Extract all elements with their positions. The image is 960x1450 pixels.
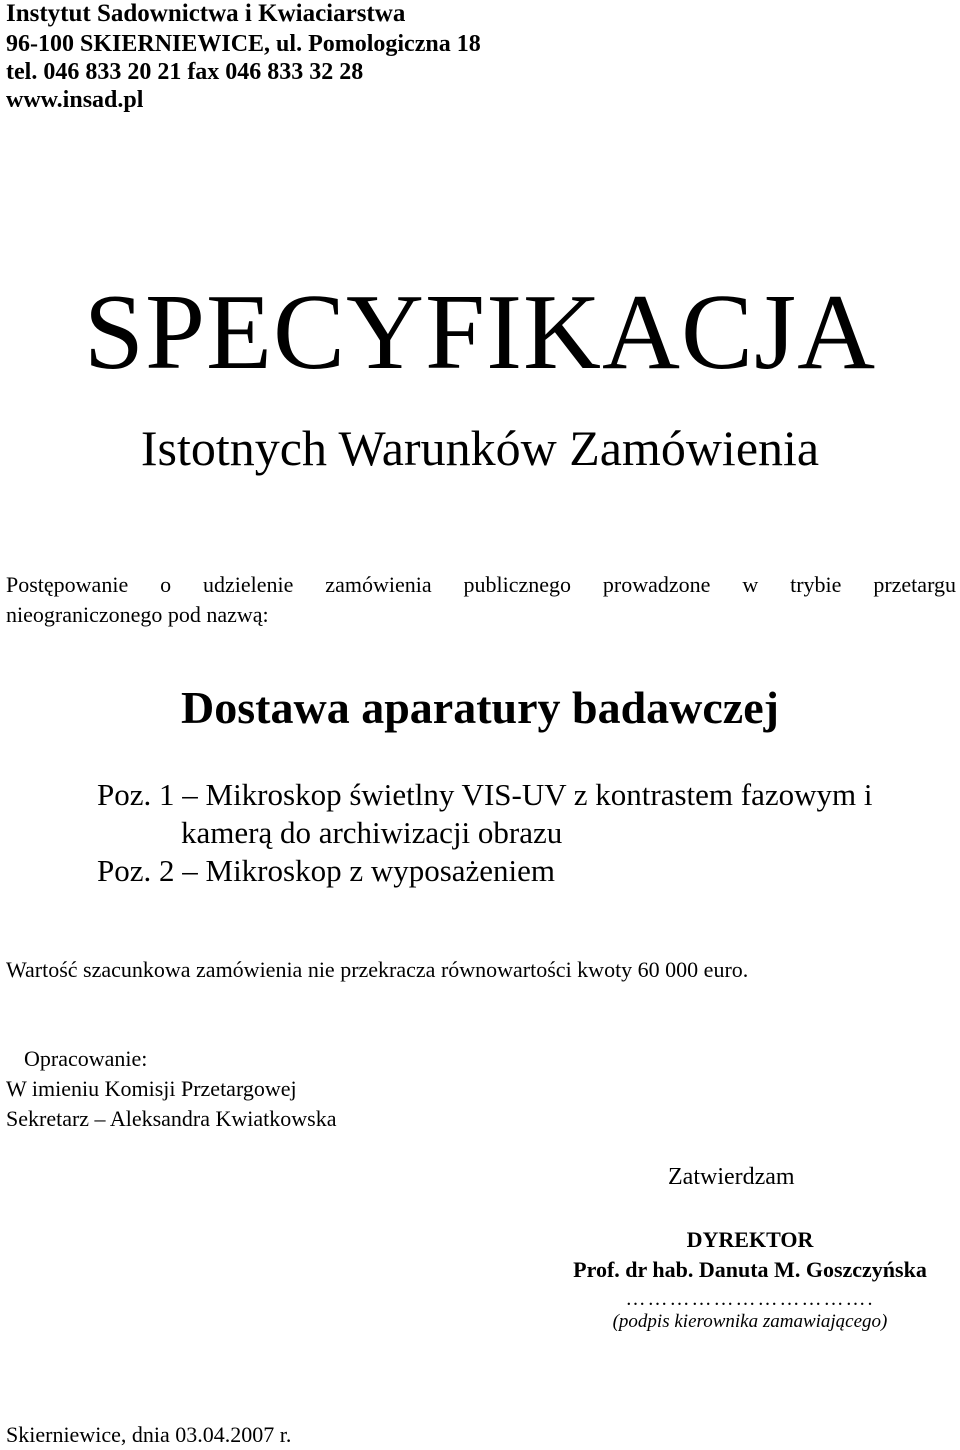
signature-caption: (podpis kierownika zamawiającego)	[612, 1311, 888, 1332]
intro-line-1: Postępowanie o udzielenie zamówienia publicznego prowadzone w trybie przetargu	[6, 572, 956, 597]
position-1-line-1: Poz. 1 – Mikroskop świetlny VIS-UV z kontrastem fazowym i	[97, 777, 873, 812]
institution-phone-fax: tel. 046 833 20 21 fax 046 833 32 28	[6, 59, 364, 85]
intro-paragraph	[6, 570, 956, 630]
document-subtitle: Istotnych Warunków Zamówienia	[140, 420, 820, 476]
approver-name: Prof. dr hab. Danuta M. Goszczyńska	[573, 1257, 927, 1282]
position-1-line-2: kamerą do archiwizacji obrazu	[181, 815, 563, 850]
approval-label: Zatwierdzam	[668, 1164, 795, 1190]
value-statement: Wartość szacunkowa zamówienia nie przekracza równowartości kwoty 60 000 euro.	[6, 957, 749, 982]
procurement-subject: Dostawa aparatury badawczej	[181, 682, 779, 733]
institution-address: 96-100 SKIERNIEWICE, ul. Pomologiczna 18	[6, 31, 481, 57]
signature-line: …………………………….	[625, 1288, 875, 1310]
institution-website: www.insad.pl	[6, 87, 144, 113]
place-and-date: Skierniewice, dnia 03.04.2007 r.	[6, 1422, 292, 1447]
prepared-label: Opracowanie:	[24, 1046, 148, 1071]
prepared-secretary: Sekretarz – Aleksandra Kwiatkowska	[6, 1106, 337, 1131]
approver-role: DYREKTOR	[686, 1227, 814, 1252]
position-2-line-1: Poz. 2 – Mikroskop z wyposażeniem	[97, 853, 556, 888]
institution-name: Instytut Sadownictwa i Kwiaciarstwa	[6, 0, 406, 27]
document-title: SPECYFIKACJA	[83, 273, 877, 392]
intro-line-2: nieograniczonego pod nazwą:	[6, 602, 269, 627]
prepared-on-behalf: W imieniu Komisji Przetargowej	[6, 1076, 297, 1101]
